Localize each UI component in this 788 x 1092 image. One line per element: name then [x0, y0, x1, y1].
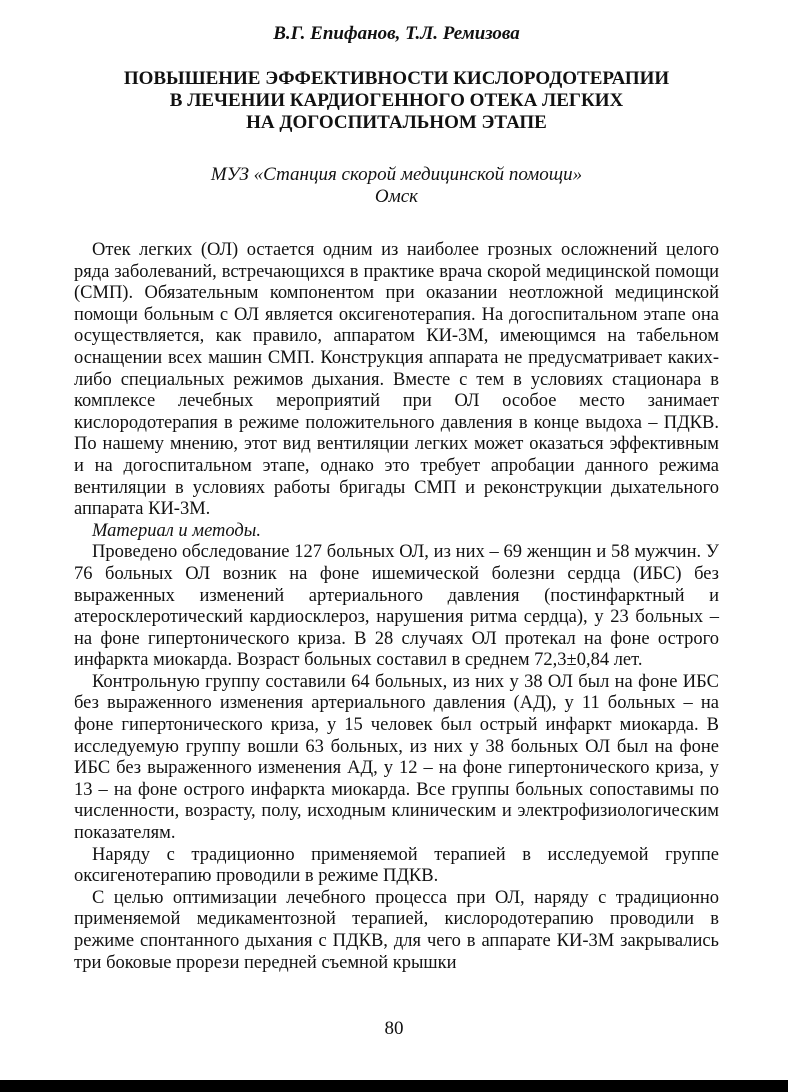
page-number: 80: [384, 1018, 404, 1039]
scan-edge-bar: [0, 1080, 788, 1092]
affiliation-city: Омск: [374, 186, 419, 207]
paragraph-therapy: Наряду с традиционно применяемой терапией в исследуемой группе оксигенотерапию проводили в режиме ПДКВ.: [74, 844, 719, 887]
title-line: НА ДОГОСПИТАЛЬНОМ ЭТАПЕ: [246, 112, 547, 133]
paragraph-optimization: С целью оптимизации лечебного процесса при ОЛ, наряду с традиционно применяемой медикаментозной терапией, кислородотерапию проводили в режиме спонтанного дыхания с ПДКВ, для чего в аппарате КИ-3М закрывались три боковые прорези передней съемной крышки: [74, 887, 719, 973]
article-title: [74, 68, 719, 134]
document-page: [74, 22, 719, 974]
paragraph-patients: Проведено обследование 127 больных ОЛ, из них – 69 женщин и 58 мужчин. У 76 больных ОЛ возник на фоне ишемической болезни сердца (ИБС) без выраженных изменений артериального давления (постинфарктный и атеросклеротический кардиосклероз, нарушения ритма сердца), у 23 больных – на фоне гипертонического криза. В 28 случаях ОЛ протекал на фоне острого инфаркта миокарда. Возраст больных составил в среднем 72,3±0,84 лет.: [74, 542, 719, 671]
paragraph-intro: Отек легких (ОЛ) остается одним из наиболее грозных осложнений целого ряда заболеваний, встречающихся в практике врача скорой медицинской помощи (СМП). Обязательным компонентом при оказании неотложной медицинской помощи больным с ОЛ является оксигенотерапия. На догоспитальном этапе она осуществляется, как правило, аппаратом КИ-3М, имеющимся на табельном оснащении всех машин СМП. Конструкция аппарата не предусматривает каких-либо специальных режимов дыхания. Вместе с тем в условиях стационара в комплексе лечебных мероприятий при ОЛ особое место занимает кислородотерапия в режиме положительного давления в конце выдоха – ПДКВ. По нашему мнению, этот вид вентиляции легких может оказаться эффективным и на догоспитальном этапе, однако это требует апробации данного режима вентиляции в условиях работы бригады СМП и реконструкции дыхательного аппарата КИ-3М.: [74, 240, 719, 520]
authors: В.Г. Епифанов, Т.Л. Ремизова: [273, 23, 520, 44]
title-line: В ЛЕЧЕНИИ КАРДИОГЕННОГО ОТЕКА ЛЕГКИХ: [169, 90, 624, 111]
paragraph-groups: Контрольную группу составили 64 больных, из них у 38 ОЛ был на фоне ИБС без выраженного изменения артериального давления (АД), у 11 больных – на фоне гипертонического криза, у 15 человек был острый инфаркт миокарда. В исследуемую группу вошли 63 больных, из них у 38 больных ОЛ был на фоне ИБС без выраженного изменения АД, у 12 – на фоне гипертонического криза, у 13 – на фоне острого инфаркта миокарда. Все группы больных сопоставимы по численности, возрасту, полу, исходным клиническим и электрофизиологическим показателям.: [74, 671, 719, 844]
section-heading-methods: Материал и методы.: [92, 520, 261, 541]
article-body: [74, 240, 719, 974]
affiliation-organization: МУЗ «Станция скорой медицинской помощи»: [210, 164, 583, 185]
title-line: ПОВЫШЕНИЕ ЭФФЕКТИВНОСТИ КИСЛОРОДОТЕРАПИИ: [123, 68, 670, 89]
affiliation: [74, 164, 719, 208]
